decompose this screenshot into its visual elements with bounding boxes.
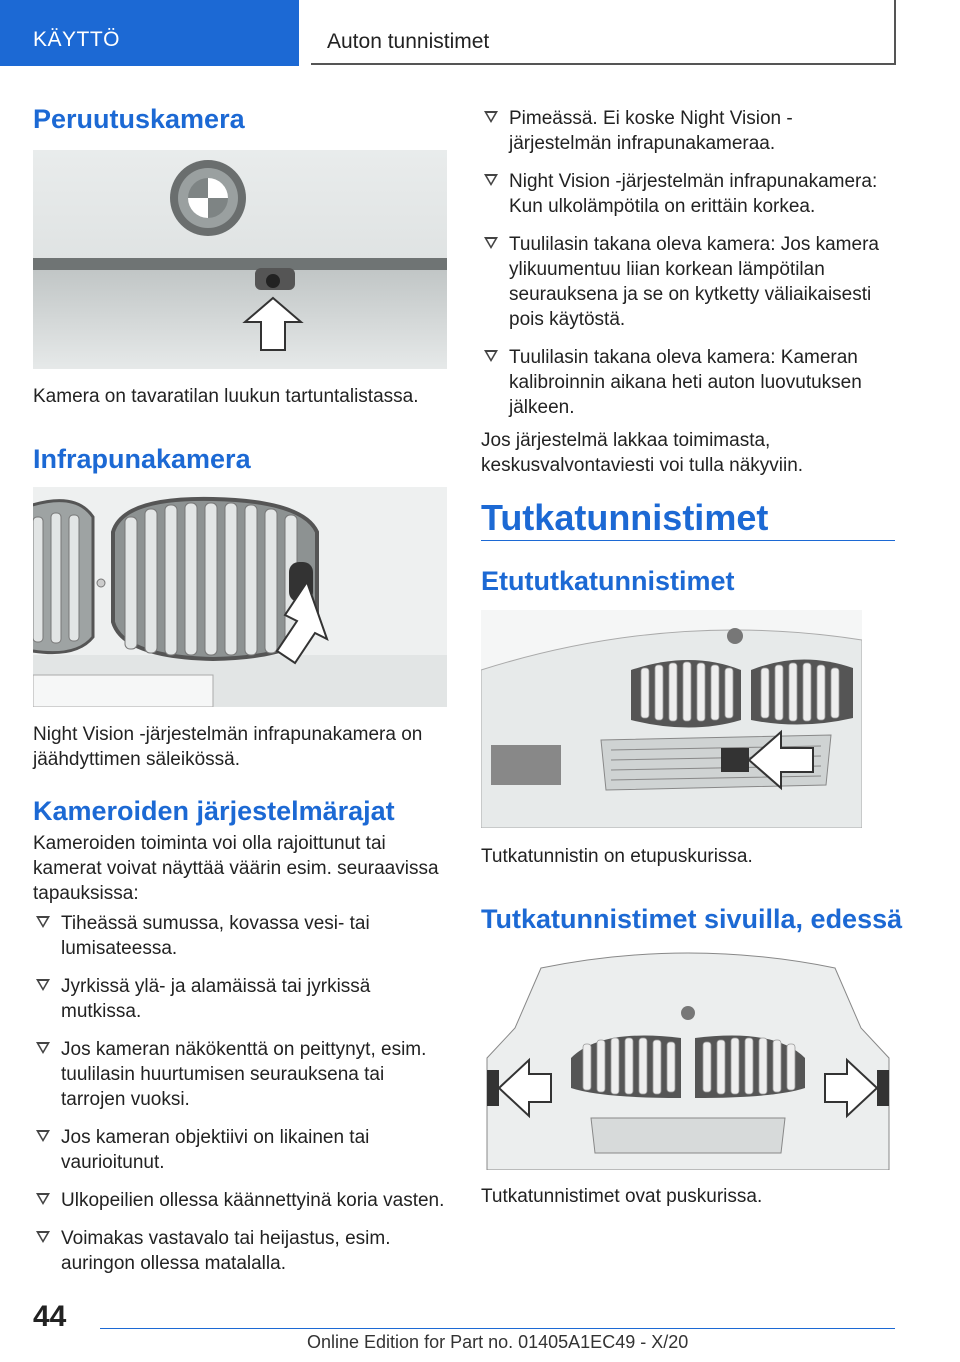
triangle-bullet-icon <box>484 174 498 186</box>
header-section-tab <box>0 0 299 66</box>
list-item: Tuulilasin takana oleva kamera: Kameran kalibroinnin aikana heti auton luovutuksen jälkeen. <box>481 345 895 420</box>
heading-side-radar: Tutkatunnistimet sivuilla, edessä <box>481 904 903 934</box>
list-item: Pimeässä. Ei koske Night Vision -järjestelmän infrapunakameraa. <box>481 106 895 156</box>
footer-rule <box>100 1328 895 1329</box>
list-item: Voimakas vastavalo tai heijastus, esim. auringon ollessa matalalla. <box>33 1226 447 1276</box>
triangle-bullet-icon <box>36 979 50 991</box>
limits-list-continued <box>481 106 895 478</box>
list-item: Jos kameran näkökenttä on peittynyt, esim. tuulilasin huurtumisen seurauksena tai tarrojen vuoksi. <box>33 1037 447 1112</box>
footer-edition: Online Edition for Part no. 01405A1EC49 - X/20 <box>307 1332 689 1352</box>
list-item: Ulkopeilien ollessa käännettyinä koria vasten. <box>33 1188 447 1213</box>
heading-camera-limits: Kameroiden järjestelmärajat <box>33 796 395 826</box>
list-item: Tiheässä sumussa, kovassa vesi- tai lumisateessa. <box>33 911 447 961</box>
heading-front-radar: Etututkatunnistimet <box>481 566 735 596</box>
caption-rear-camera: Kamera on tavaratilan luukun tartuntalistassa. <box>33 386 419 407</box>
limits-list <box>33 911 447 1276</box>
side-radar-figure <box>481 948 895 1170</box>
malfunction-note: Jos järjestelmä lakkaa toimimasta, keskusvalvontaviesti voi tulla näkyviin. <box>481 430 804 476</box>
triangle-bullet-icon <box>36 916 50 928</box>
triangle-bullet-icon <box>484 237 498 249</box>
list-item: Tuulilasin takana oleva kamera: Jos kamera ylikuumentuu liian korkean lämpötilan seurauksena ja se on kytketty väliaikaisesti pois käytöstä. <box>481 232 895 332</box>
limits-intro: Kameroiden toiminta voi olla rajoittunut tai kamerat voivat näyttää väärin esim. seuraavissa tapauksissa: <box>33 833 439 904</box>
list-item: Jyrkissä ylä- ja alamäissä tai jyrkissä mutkissa. <box>33 974 447 1024</box>
header-section: KÄYTTÖ <box>33 28 121 51</box>
heading-ir-camera: Infrapunakamera <box>33 444 251 474</box>
rear-camera-figure <box>33 150 447 369</box>
caption-front-radar: Tutkatunnistin on etupuskurissa. <box>481 846 753 867</box>
triangle-bullet-icon <box>484 350 498 362</box>
triangle-bullet-icon <box>484 111 498 123</box>
ir-camera-figure <box>33 487 447 707</box>
list-item: Night Vision -järjestelmän infrapunakamera: Kun ulkolämpötila on erittäin korkea. <box>481 169 895 219</box>
caption-side-radar: Tutkatunnistimet ovat puskurissa. <box>481 1186 763 1207</box>
triangle-bullet-icon <box>36 1231 50 1243</box>
caption-ir-camera: Night Vision -järjestelmän infrapunakamera on jäähdyttimen säleikössä. <box>33 724 423 770</box>
page-number: 44 <box>33 1300 67 1333</box>
heading-rule <box>481 540 895 541</box>
triangle-bullet-icon <box>36 1193 50 1205</box>
front-radar-figure <box>481 610 862 828</box>
triangle-bullet-icon <box>36 1130 50 1142</box>
header-chapter-box <box>311 0 896 65</box>
header-chapter: Auton tunnistimet <box>327 30 490 53</box>
triangle-bullet-icon <box>36 1042 50 1054</box>
heading-radar-sensors: Tutkatunnistimet <box>481 497 769 538</box>
heading-rear-camera: Peruutuskamera <box>33 104 245 134</box>
list-item: Jos kameran objektiivi on likainen tai vaurioitunut. <box>33 1125 447 1175</box>
